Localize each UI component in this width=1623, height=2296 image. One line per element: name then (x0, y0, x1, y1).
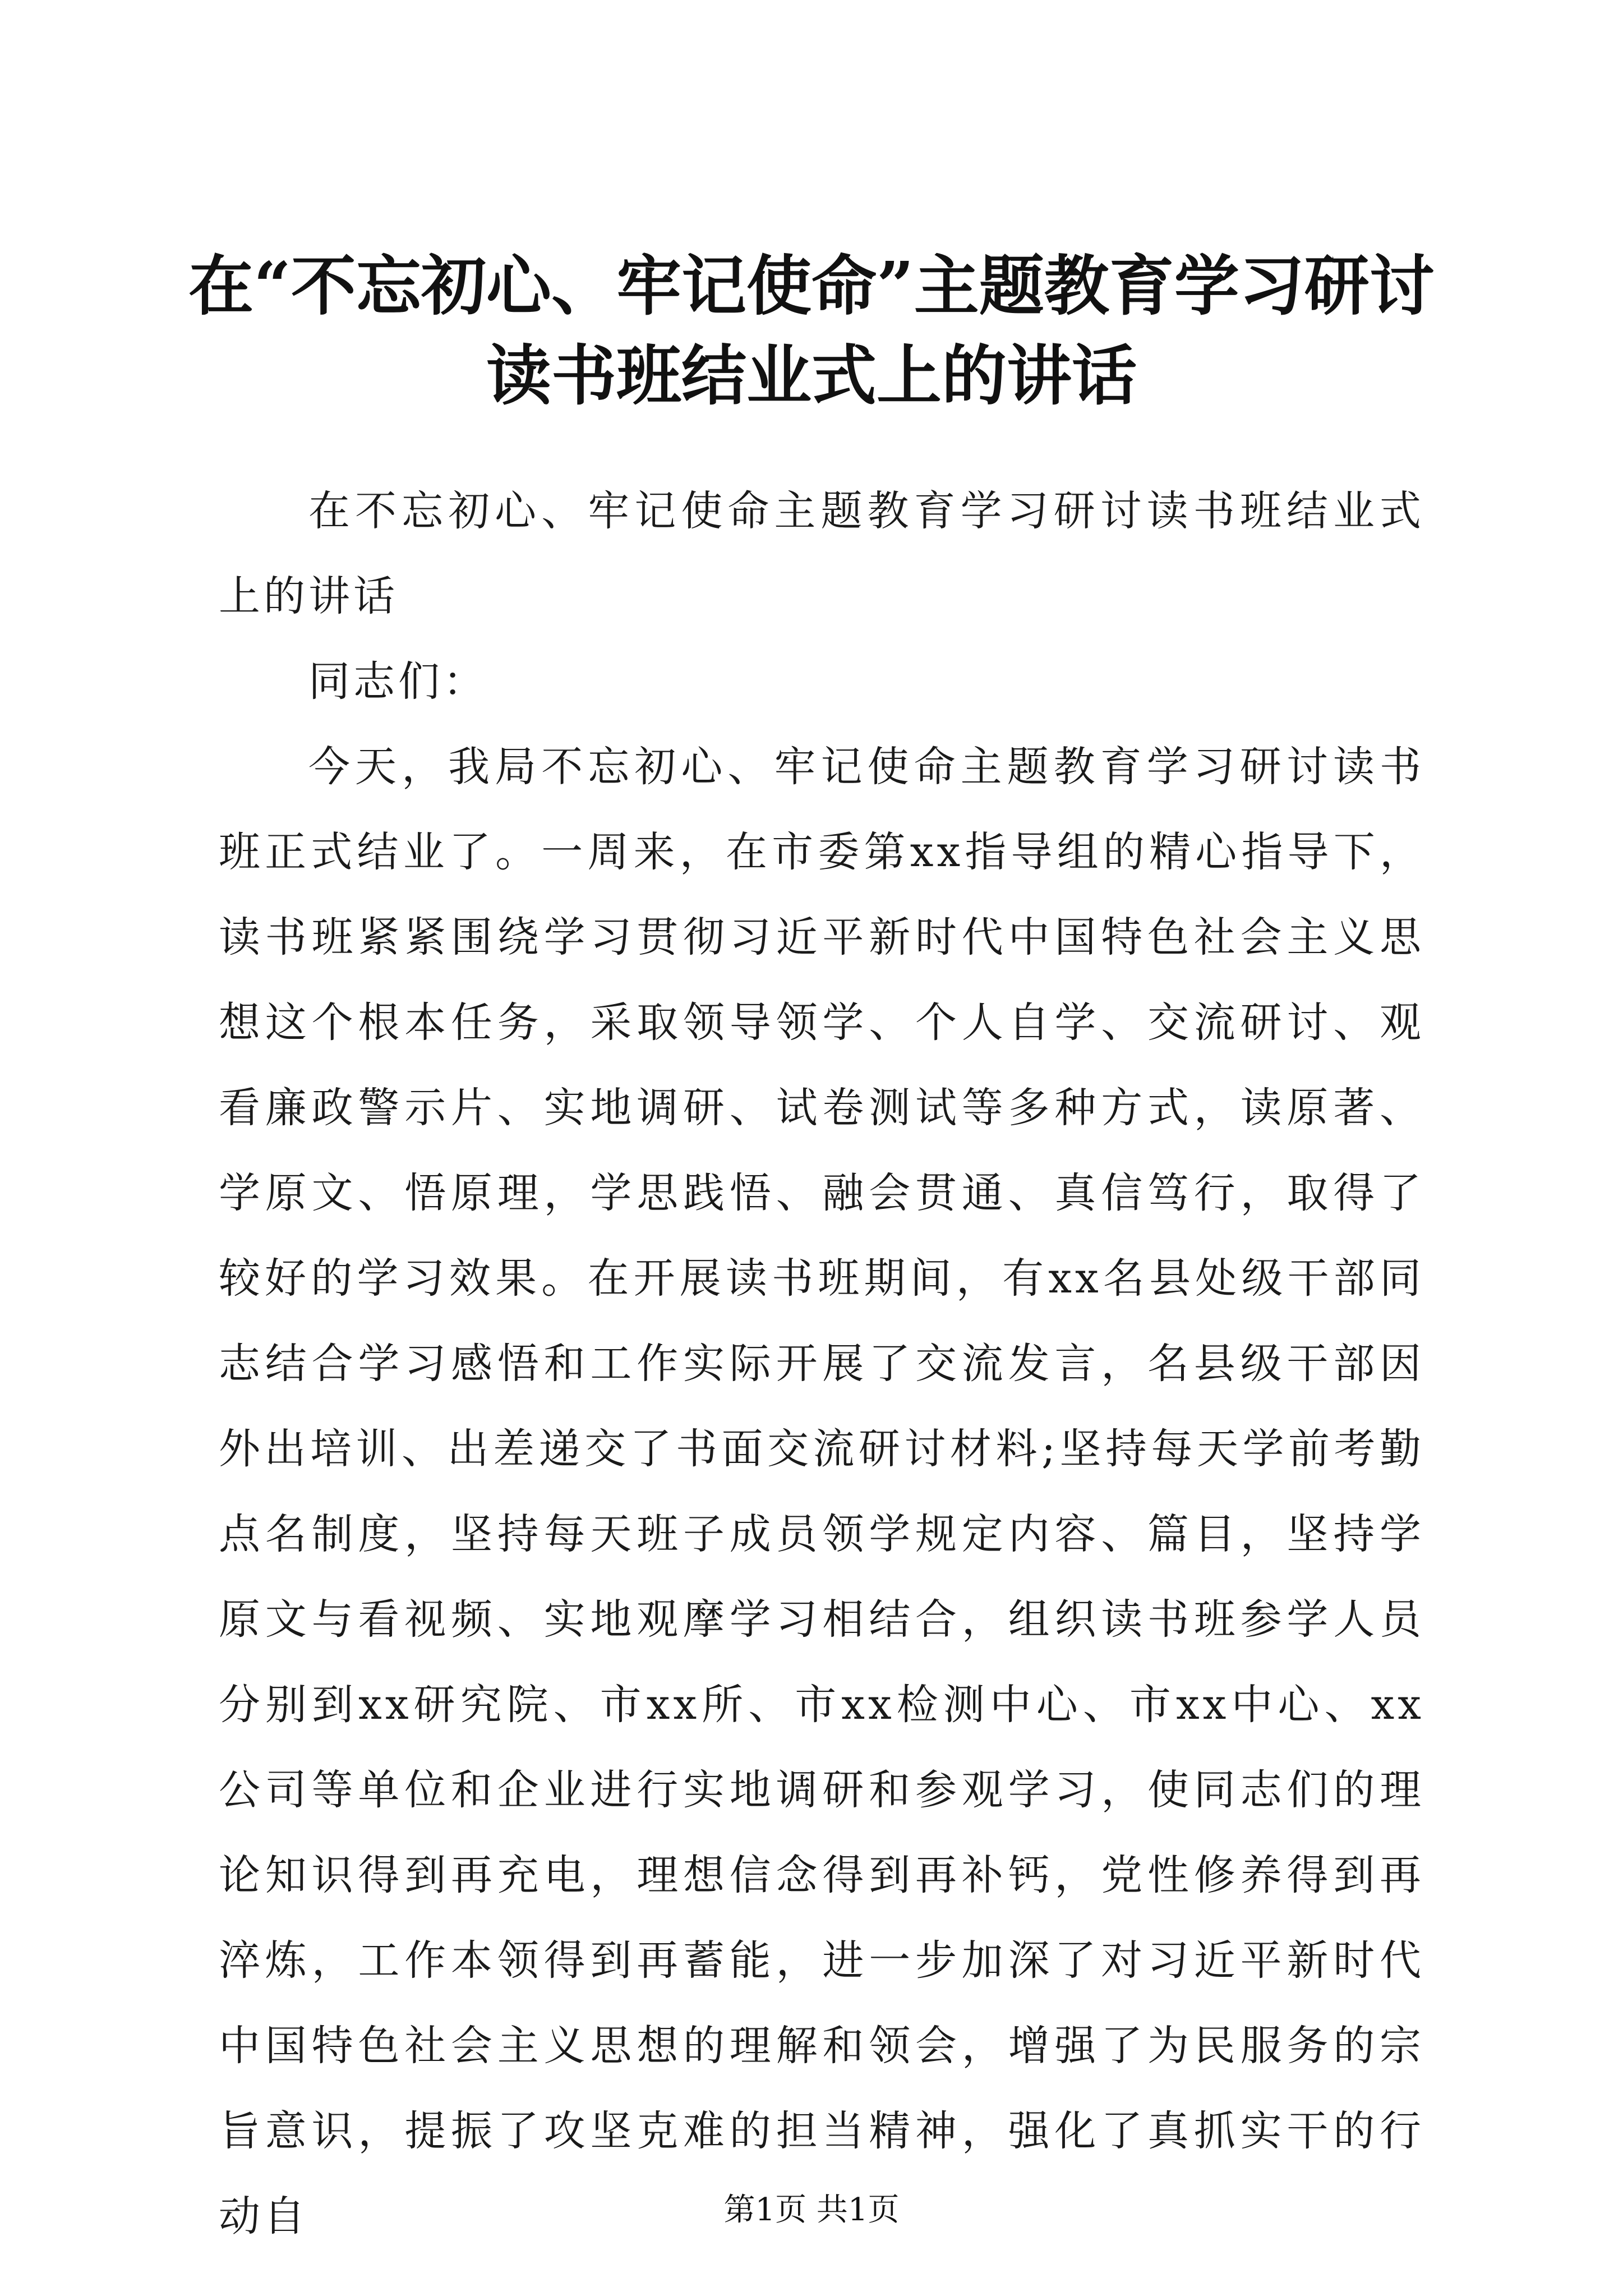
document-title (168, 241, 1455, 421)
paragraph-subtitle: 在不忘初心、牢记使命主题教育学习研讨读书班结业式上的讲话 (219, 487, 1424, 620)
paragraph-main: 今天，我局不忘初心、牢记使命主题教育学习研讨读书班正式结业了。一周来，在市委第xx指导组的精心指导下，读书班紧紧围绕学习贯彻习近平新时代中国特色社会主义思想这个根本任务，采取领导领学、个人自学、交流研讨、观看廉政警示片、实地调研、试卷测试等多种方式，读原著、学原文、悟原理，学思践悟、融会贯通、真信笃行，取得了较好的学习效果。在开展读书班期间，有xx名县处级干部同志结合学习感悟和工作实际开展了交流发言，名县级干部因外出培训、出差递交了书面交流研讨材料;坚持每天学前考勤点名制度，坚持每天班子成员领学规定内容、篇目，坚持学原文与看视频、实地观摩学习相结合，组织读书班参学人员分别到xx研究院、市xx所、市xx检测中心、市xx中心、xx公司等单位和企业进行实地调研和参观学习，使同志们的理论知识得到再充电，理想信念得到再补钙，党性修养得到再淬炼，工作本领得到再蓄能，进一步加深了对习近平新时代中国特色社会主义思想的理解和领会，增强了为民服务的宗旨意识，提振了攻坚克难的担当精神，强化了真抓实干的行动自 (219, 743, 1424, 2240)
title-line-1: 在“不忘初心、牢记使命”主题教育学习研讨 (188, 248, 1435, 324)
page-footer: 第1页 共1页 (723, 2192, 900, 2228)
title-line-2: 读书班结业式上的讲话 (486, 338, 1137, 414)
paragraph-salutation: 同志们： (308, 657, 488, 706)
document-body (219, 468, 1424, 2259)
